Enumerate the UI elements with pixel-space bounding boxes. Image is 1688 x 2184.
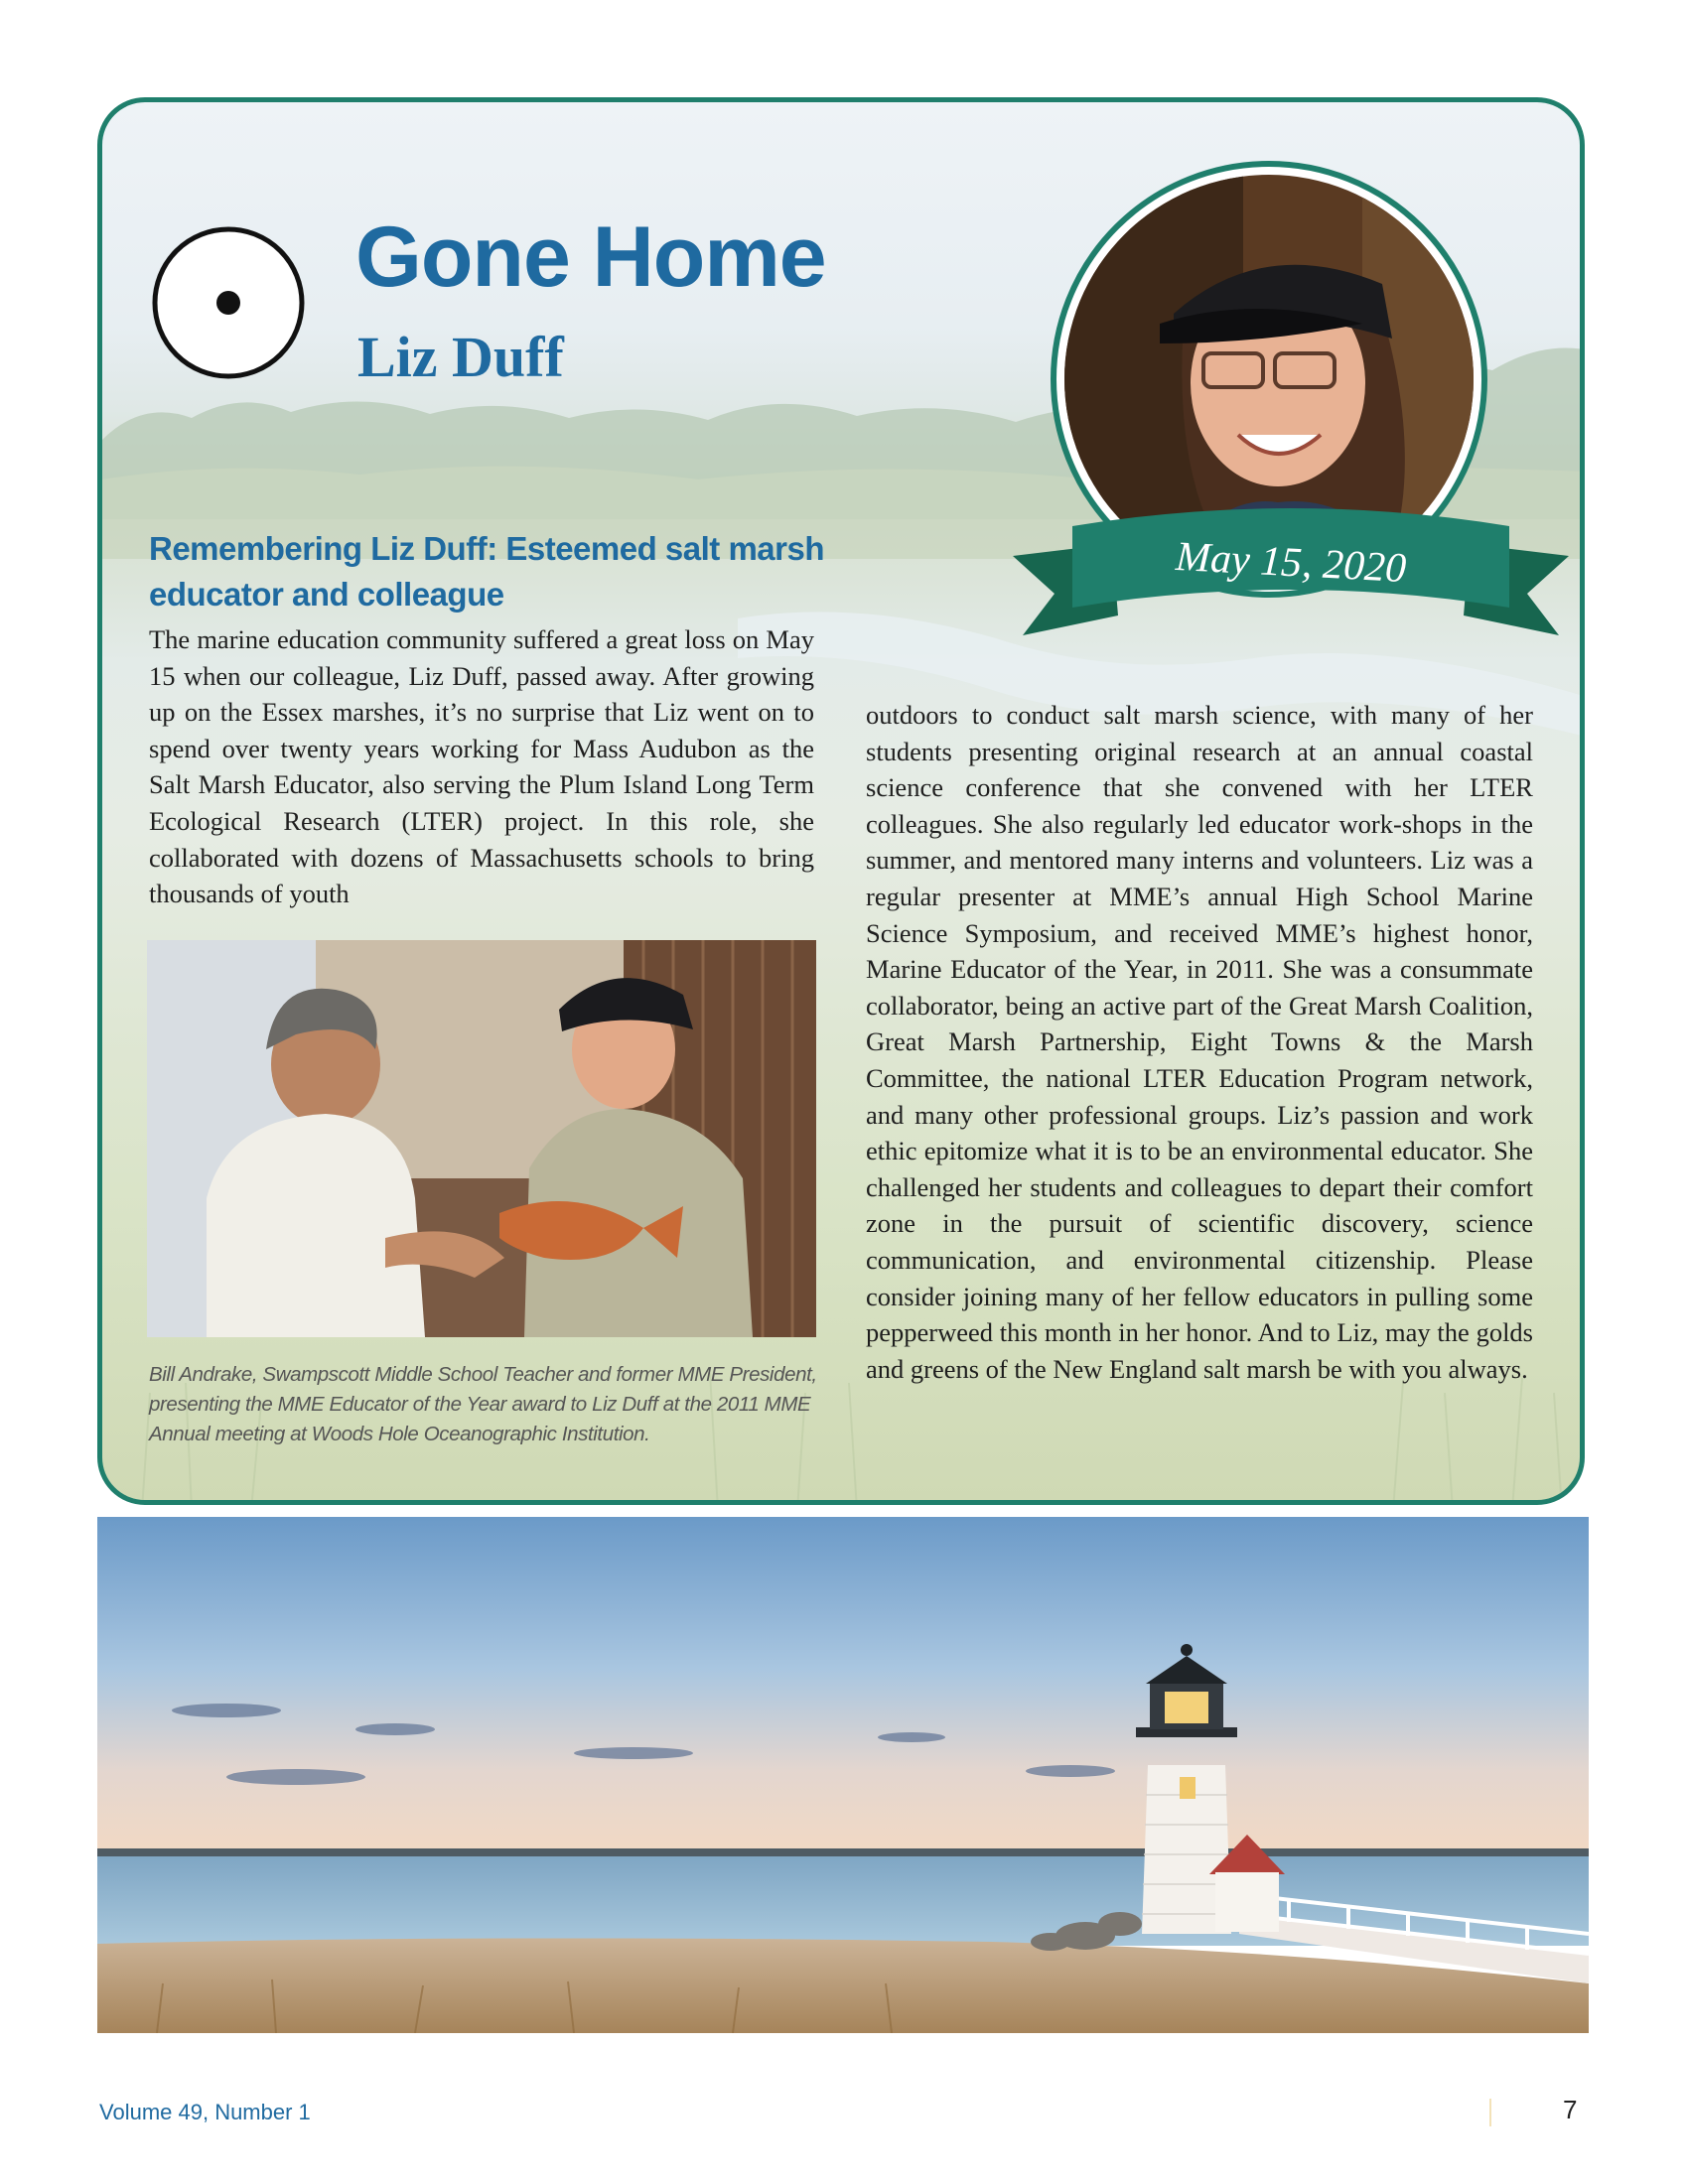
photo-caption: Bill Andrake, Swampscott Middle School Teacher and former MME President, presenting the MME Educator of the Year award to Liz Duff at the 2011 MME Annual meeting at Woods Hole Oceanographic Institution. xyxy=(149,1363,817,1445)
article-heading: Remembering Liz Duff: Esteemed salt marsh educator and colleague xyxy=(149,530,825,613)
article-body-left: The marine education community suffered a great loss on May 15 when our colleague, Liz Duff, passed away. After growing up on the Essex marshes, it’s no surprise that Liz went on to spend over twenty years working for Mass Audubon as the Salt Marsh Educator, also serving the Plum Island Long Term Ecological Research (LTER) project. In this role, she collaborated with dozens of Massachusetts schools to bring thousands of youth xyxy=(149,624,814,909)
article-body-right: outdoors to conduct salt marsh science, with many of her students presenting original research at an annual coastal science conference that she convened with her LTER colleagues. She also regularly led educator work-shops in the summer, and mentored many interns and volunteers. Liz was a regular presenter at MME’s annual High School Marine Science Symposium, and received MME’s highest honor, Marine Educator of the Year, in 2011. She was a consummate collaborator, being an active part of the Great Marsh Coalition, Great Marsh Partnership, Eight Towns & the Marsh Committee, the national LTER Education Program network, and many other professional groups. Liz’s passion and work ethic epitomize what it is to be an environmental educator. She challenged her students and colleagues to depart their comfort zone in the pursuit of scientific discovery, science communication, and environmental citizenship. Please consider joining many of her fellow educators in pulling some pepperweed this month in her honor. And to Liz, may the golds and greens of the New England salt marsh be with you always. xyxy=(866,700,1533,1384)
date-banner-text: May 15, 2020 xyxy=(1175,533,1408,593)
page-number: 7 xyxy=(1563,2095,1578,2124)
circle-dot-icon xyxy=(149,223,308,382)
date-ribbon xyxy=(1003,496,1579,645)
page-title: Gone Home xyxy=(355,209,826,305)
award-photo xyxy=(147,940,816,1337)
footer-volume: Volume 49, Number 1 xyxy=(99,2100,311,2124)
page-subtitle: Liz Duff xyxy=(357,325,564,389)
lighthouse-landscape xyxy=(97,1517,1589,2033)
footer-divider xyxy=(1489,2099,1491,2126)
